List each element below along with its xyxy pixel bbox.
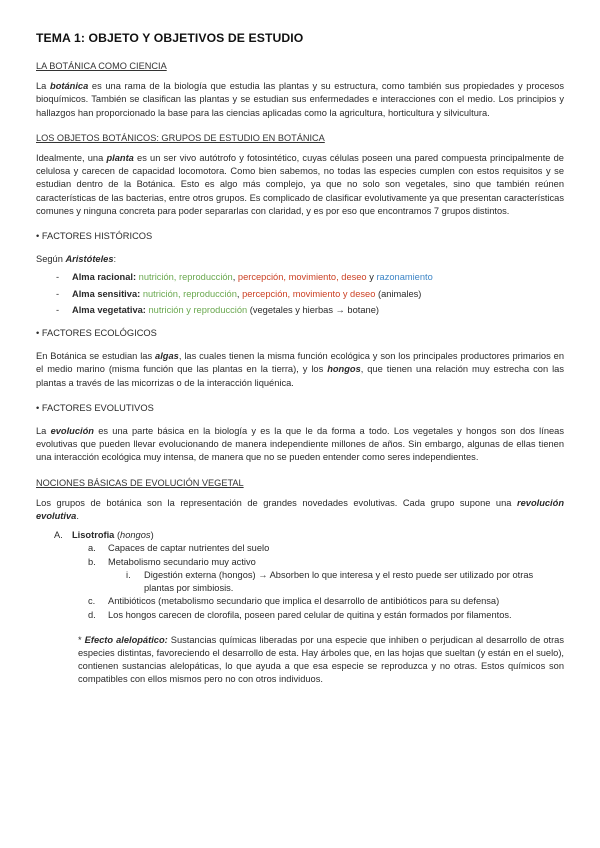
paragraph-ecologicos: En Botánica se estudian las algas, las cuales tienen la misma función ecológica y son los principales productores primarios en el medio marino (misma función que las plantas en la tierra), y los hongos, que tienen una relación muy estrecha con las plantas a través de las micorrizas o de la interacción liquénica. [36, 351, 564, 388]
term-evolucion: evolución [50, 426, 94, 437]
list-item: b. Metabolismo secundario muy activo i. Digestión externa (hongos) → Absorben lo que interesa y el resto puede ser utilizado por otras plantas por simbiosis. [72, 556, 564, 596]
list-item: i. Digestión externa (hongos) → Absorben lo que interesa y el resto puede ser utilizado por otras plantas por simbiosis. [126, 569, 534, 594]
section-heading-botanica: LA BOTÁNICA COMO CIENCIA [36, 61, 167, 71]
term-algas: algas [155, 351, 179, 362]
term-revolucion-evolutiva: revolución evolutiva [36, 497, 564, 522]
lisotrofia-sublist [72, 542, 564, 621]
heading-factores-evolutivos: • FACTORES EVOLUTIVOS [36, 402, 154, 413]
section-heading-nociones: NOCIONES BÁSICAS DE EVOLUCIÓN VEGETAL [36, 477, 244, 488]
list-item: a. Capaces de captar nutrientes del suelo [88, 543, 270, 554]
paragraph-evolutivos: La evolución es una parte básica en la biología y es la que le da forma a todo. Los vegetales y hongos son dos líneas evolutivas que pueden llevar evolucionando de manera independiente millones de años. Sin embargo, algunas de ellas tienen una interacción ecológica muy intensa, de manera que no se pueden entender como seres independientes. [36, 426, 564, 463]
paragraph-objetos: Idealmente, una planta es un ser vivo autótrofo y fotosintético, cuyas células poseen una pared compuesta principalmente de celulosa y carecen de capacidad locomotora. Como bien sabemos, no todas las especies cumplen con estos requisitos y se estudian dentro de la Botánica. Esto es algo más complejo, ya que no solo son vegetales, sino que también reúnen características de las bacterias, entre otros grupos. Es complicado de clasificar evolutivamente ya que presentan características comunes y ninguna concreta para poder separarlas con claridad, y es por eso que encontramos 7 grupos distintos. [36, 153, 564, 216]
paragraph-nociones: Los grupos de botánica son la representación de grandes novedades evolutivas. Cada grupo supone una revolución evolutiva. [36, 497, 564, 522]
term-aristoteles: Aristóteles [65, 254, 114, 265]
metabolismo-sublist [108, 569, 564, 595]
list-item-alma-vegetativa: - Alma vegetativa: nutrición y reproducción (vegetales y hierbas → botane) [56, 304, 379, 315]
aristoteles-intro: Según Aristóteles: [36, 254, 117, 265]
list-item-alma-sensitiva: - Alma sensitiva: nutrición, reproducción, percepción, movimiento y deseo (animales) [56, 288, 422, 299]
list-item-alma-racional: - Alma racional: nutrición, reproducción, percepción, movimiento, deseo y razonamiento [56, 272, 433, 283]
paragraph-botanica: La botánica es una rama de la biología que estudia las plantas y su estructura, como también sus propiedades y procesos bioquímicos. También se clasifican las plantas y se estudian sus enfermedades e interacciones con el medio. Los principios y hallazgos han proporcionado la base para las ciencias aplicadas como la agricultura, horticultura y silvicultura. [36, 81, 564, 118]
evolution-outline [36, 529, 564, 621]
term-efecto-alelopatico: Efecto alelopático: [84, 634, 168, 645]
list-item: d. Los hongos carecen de clorofila, poseen pared celular de quitina y están formados por filamentos. [88, 609, 512, 620]
heading-factores-ecologicos: • FACTORES ECOLÓGICOS [36, 328, 157, 339]
note-efecto-alelopatico: * Efecto alelopático: Sustancias químicas liberadas por una especie que inhiben o perjudican al desarrollo de otras especies distintas, favoreciendo el desarrollo de esta. Hay árboles que, en las hojas que sueltan (y están en el suelo), contienen sustancias alelopáticas, lo que ayuda a que esa especie se reproduzca y no otras. Estos químicos son compatibles con ellos mismos pero no con otros individuos. [78, 634, 564, 685]
term-botanica: botánica [50, 81, 89, 92]
heading-factores-historicos: • FACTORES HISTÓRICOS [36, 231, 153, 242]
almas-list [36, 271, 564, 317]
section-heading-objetos: LOS OBJETOS BOTÁNICOS: GRUPOS DE ESTUDIO EN BOTÁNICA [36, 132, 325, 143]
term-hongos: hongos [327, 364, 361, 375]
document-title: TEMA 1: OBJETO Y OBJETIVOS DE ESTUDIO [36, 31, 304, 45]
term-planta: planta [106, 153, 134, 164]
list-item-lisotrofia: A. Lisotrofia (hongos) a. Capaces de captar nutrientes del suelo b. Metabolismo secundario muy activo i. Digestión externa (hongos) → Absorben lo que interesa y el resto puede ser utilizado por otras plantas por simbiosis. c. Antibióticos (metabolismo secundario que implica el desarrollo de antibióticos para su defensa) d. Los hongos carecen de clorofila, poseen pared celular de quitina y están formados por filamentos. [36, 529, 564, 621]
document-page [36, 30, 564, 687]
list-item: c. Antibióticos (metabolismo secundario que implica el desarrollo de antibióticos para su defensa) [88, 596, 500, 607]
